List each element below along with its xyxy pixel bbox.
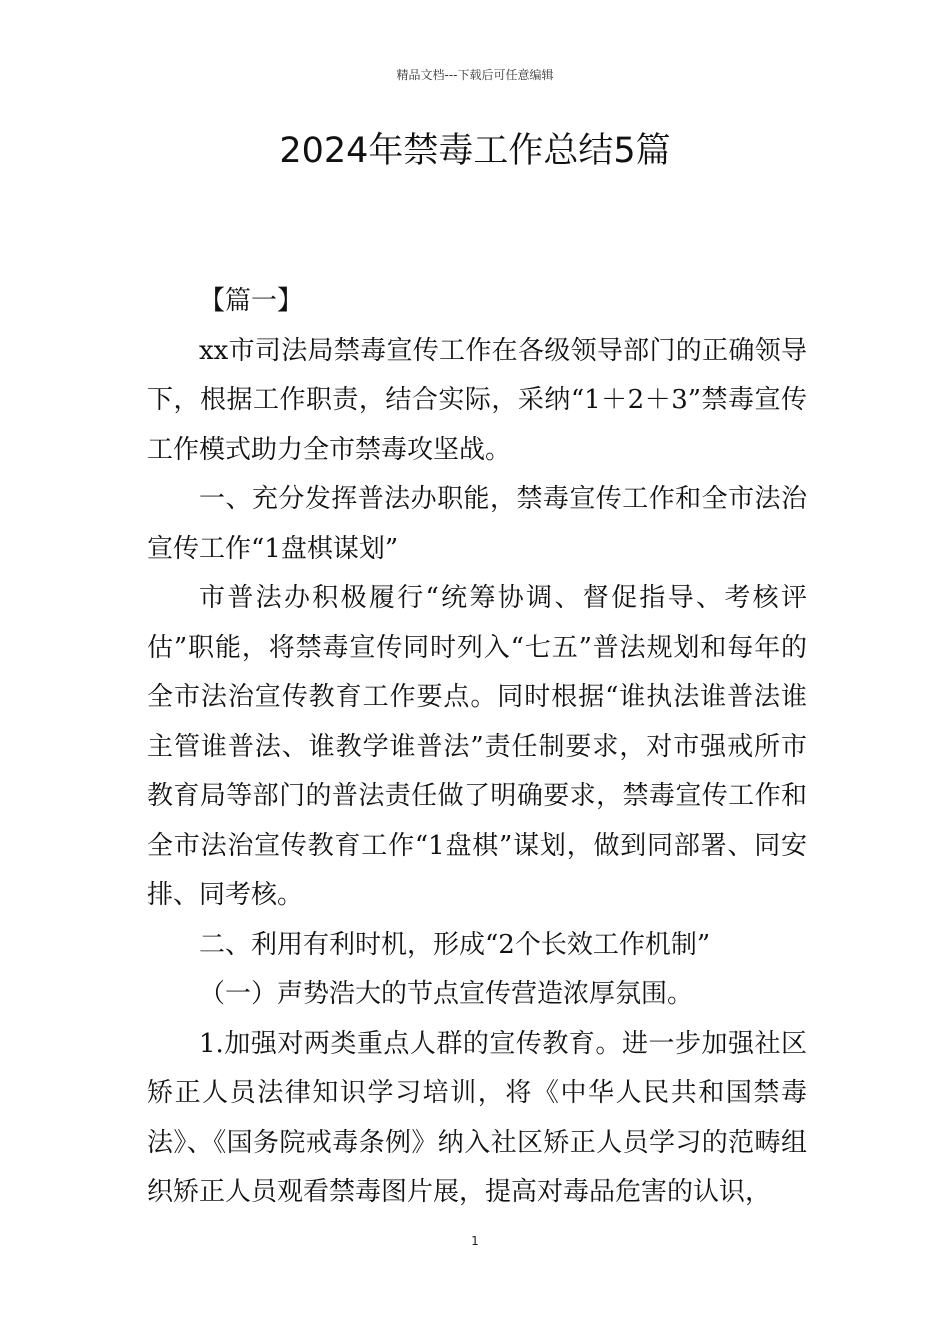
paragraph: （一）声势浩大的节点宣传营造浓厚氛围。 xyxy=(199,979,694,1009)
page-number: 1 xyxy=(471,1234,479,1248)
document-body xyxy=(147,277,807,1218)
paragraph: xx市司法局禁毒宣传工作在各级领导部门的正确领导下，根据工作职责，结合实际，采纳“1＋2＋3”禁毒宣传工作模式助力全市禁毒攻坚战。 xyxy=(147,335,807,465)
document-title: 2024年禁毒工作总结5篇 xyxy=(279,131,671,171)
paragraph: 1.加强对两类重点人群的宣传教育。进一步加强社区矫正人员法律知识学习培训，将《中华人民共和国禁毒法》、《国务院戒毒条例》纳入社区矫正人员学习的范畴组织矫正人员观看禁毒图片展，提高对毒品危害的认识， xyxy=(147,1028,807,1207)
paragraph: 一、充分发挥普法办职能，禁毒宣传工作和全市法治宣传工作“1盘棋谋划” xyxy=(147,484,807,564)
paragraph: 二、利用有利时机，形成“2个长效工作机制” xyxy=(199,929,711,960)
section-heading: 【篇一】 xyxy=(199,286,304,316)
page-header-note: 精品文档---下载后可任意编辑 xyxy=(396,68,554,82)
paragraph: 市普法办积极履行“统筹协调、督促指导、考核评估”职能，将禁毒宣传同时列入“七五”普法规划和每年的全市法治宣传教育工作要点。同时根据“谁执法谁普法谁主管谁普法、谁教学谁普法”责任制要求，对市强戒所市教育局等部门的普法责任做了明确要求，禁毒宣传工作和全市法治宣传教育工作“1盘棋”谋划，做到同部署、同安排、同考核。 xyxy=(147,583,807,910)
